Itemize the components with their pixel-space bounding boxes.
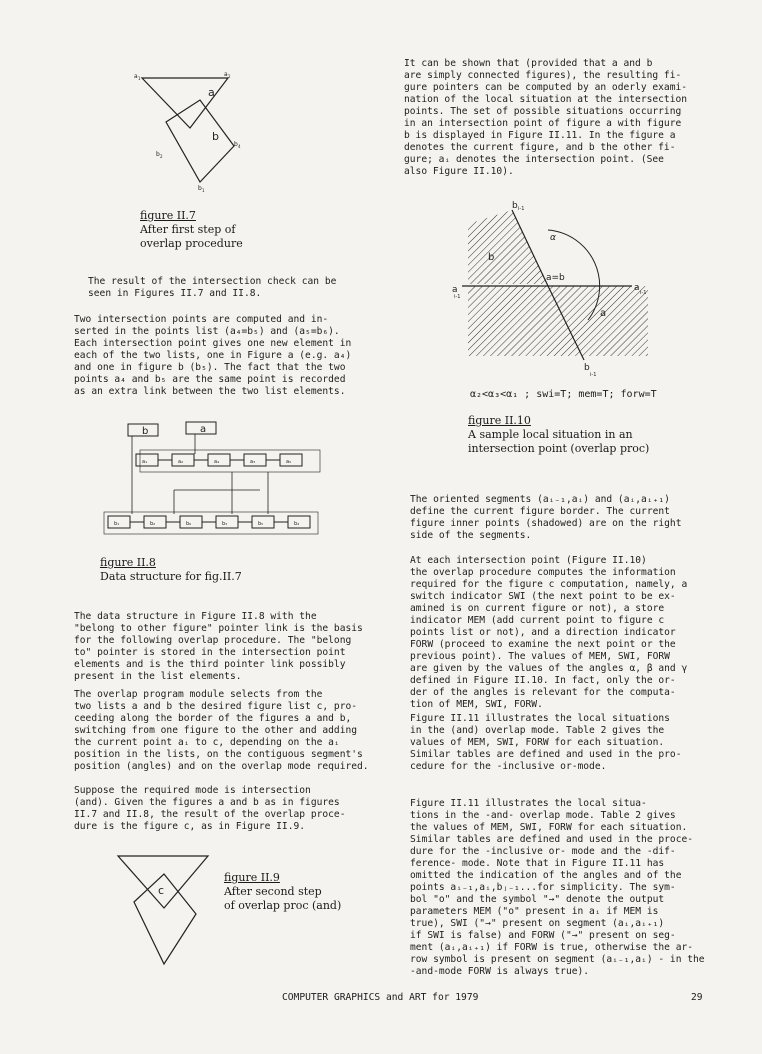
fig-ii8-head-b: b [142,426,149,437]
figure-ii9-caption-line-2: of overlap proc (and) [224,899,342,912]
fig-ii10-label-alpha: α [550,233,556,243]
svg-text:b: b [212,130,219,143]
figure-ii7-caption-line-2: overlap procedure [140,237,243,250]
fig-ii10-label-b-bottom: b [584,363,590,373]
fig-ii10-label-a-left: a [452,285,458,295]
fig-ii8-top-list [136,450,320,472]
figure-ii9-diagram [112,852,212,972]
fig-ii8-bottom-list [104,512,318,534]
svg-text:4: 4 [238,144,241,149]
figure-ii8-title: figure II.8 [100,556,156,569]
left-paragraph-1: The result of the intersection check can be seen in Figures II.7 and II.8. [88,276,337,299]
fig-ii10-label-a-eq-b: a=b [546,273,565,283]
fig-ii9-label-c: c [158,884,165,897]
svg-text:1: 1 [138,76,141,81]
fig-ii10-label-a-mid: a [600,308,607,319]
figure-ii10-caption-line-1: A sample local situation in an [468,428,633,441]
left-paragraph-4: The overlap program module selects from the two lists a and b the desired figure list c, pro- ceeding along the border of the figures a and b, switching from one figure to the other and adding the current point aᵢ to c, depending on the aᵢ position in the lists, on the contiguous segment's position (angles) and on the overlap mode required. [74,689,369,772]
svg-text:i-1: i-1 [640,290,647,296]
figure-ii10-caption [468,414,649,456]
fig-ii10-label-b-top: b [512,201,518,211]
svg-text:a₃: a₃ [250,459,256,465]
svg-text:a₂: a₂ [178,459,184,465]
svg-text:b₅: b₅ [258,521,264,527]
svg-text:a: a [134,73,138,80]
left-paragraph-3: The data structure in Figure II.8 with the "belong to other figure" pointer link is the basis for the following overlap procedure. The "belong to" pointer is stored in the intersection point elements and is the third pointer link possibly present in the list elements. [74,611,363,682]
fig-ii10-label-a-right: a [634,283,640,293]
svg-text:b₃: b₃ [222,521,228,527]
right-paragraph-1: It can be shown that (provided that a and b are simply connected figures), the resulting fi- gure pointers can be computed by an oderly exami- nation of the local situation at the intersection points. The set of possible situations occurring in an intersection point of figure a with figure b is displayed in Figure II.11. In the figure a denotes the current figure, and b the other fi- gure; aᵢ denotes the intersection point. (See also Figure II.10). [404,58,688,177]
svg-text:a: a [224,71,228,78]
figure-ii9-title: figure II.9 [224,871,280,884]
left-paragraph-2: Two intersection points are computed and in- serted in the points list (a₄=b₅) and (a₅=b₆). Each intersection point gives one new element in each of the two lists, one in Figure a (e.g. a₄) and one in figure b (b₅). The fact that the two points a₄ and b₅ are the same point is recorded as an extra link between the two list elements. [74,314,352,397]
svg-text:b₄: b₄ [294,521,300,527]
figure-ii9-caption [224,871,341,913]
figure-ii7-title: figure II.7 [140,209,196,222]
left-paragraph-5: Suppose the required mode is intersection (and). Given the figures a and b as in figures II.7 and II.8, the result of the overlap proce- dure is the figure c, as in Figure II.9. [74,785,346,832]
figure-ii10-angle-condition: α₂<α₃<α₁ ; swi=T; mem=T; forw=T [470,389,657,400]
right-paragraph-5: Figure II.11 illustrates the local situa- tions in the -and- overlap mode. Table 2 gives the values of MEM, SWI, FORW for each situation. Similar tables are defined and used in the proce- dure for the -inclusive or- mode and the -dif- ference- mode. Note that in Figure II.11 has omitted the indication of the angles and of the points aᵢ₋₁,aᵢ,bⱼ₋₁...for simplicity. The sym- bol "o" and the symbol "→" denote the output parameters MEM ("o" present in aᵢ if MEM is true), SWI ("→" present on segment (aᵢ,aᵢ₊₁) if SWI is false) and FORW ("→" present on seg- ment (aᵢ,aᵢ₊₁) if FORW is true, otherwise the ar- row symbol is present on segment (aᵢ₋₁,aᵢ) - in the -and-mode FORW is always true). [410,798,705,977]
svg-text:a₅: a₅ [286,459,292,465]
svg-text:b: b [198,185,202,192]
right-paragraph-3: At each intersection point (Figure II.10) the overlap procedure computes the information required for the figure c computation, namely, a switch indicator SWI (the next point to be ex- amined is on current figure or not), a store indicator MEM (add current point to figure c points list or not), and a direction indicator FORW (proceed to examine the next point or the previous point). The values of MEM, SWI, FORW are given by the values of the angles α, β and γ defined in Figure II.10. In fact, only the or- der of the angles is relevant for the computa- tion of MEM, SWI, FORW. [410,555,688,710]
figure-ii8-diagram [100,418,330,538]
svg-text:i-1: i-1 [590,372,597,378]
svg-text:a₄: a₄ [214,459,220,465]
fig-ii10-label-b: b [488,252,495,263]
figure-ii10-caption-line-2: intersection point (overlap proc) [468,442,650,455]
svg-text:a: a [208,86,215,99]
right-paragraph-4: Figure II.11 illustrates the local situations in the (and) overlap mode. Table 2 gives the values of MEM, SWI, FORW for each situation. Similar tables are defined and used in the pro- cedure for the -inclusive or-mode. [410,713,682,772]
journal-footer: COMPUTER GRAPHICS and ART for 1979 [282,992,479,1003]
svg-text:2: 2 [228,74,231,79]
figure-ii7-caption [140,209,243,251]
fig-ii8-head-a: a [200,424,207,435]
svg-text:b: b [234,141,238,148]
right-paragraph-2: The oriented segments (aᵢ₋₁,aᵢ) and (aᵢ,aᵢ₊₁) define the current figure border. The current figure inner points (shadowed) are on the right side of the segments. [410,494,682,541]
svg-text:b₁: b₁ [114,521,120,527]
figure-ii7-diagram [130,66,260,196]
svg-text:2: 2 [160,154,163,159]
svg-text:1: 1 [202,188,205,193]
svg-text:b₆: b₆ [186,521,192,527]
figure-ii9-caption-line-1: After second step [224,885,322,898]
figure-ii10-diagram [448,200,668,385]
svg-text:i-1: i-1 [454,294,461,300]
figure-ii8-caption-text: Data structure for fig.II.7 [100,570,242,583]
svg-text:b₂: b₂ [150,521,156,527]
figure-ii7-caption-line-1: After first step of [140,223,236,236]
figure-ii8-caption [100,556,242,584]
svg-text:i-1: i-1 [518,206,525,212]
figure-ii10-title: figure II.10 [468,414,531,427]
page-number: 29 [691,992,703,1003]
svg-text:b: b [156,151,160,158]
svg-text:a₁: a₁ [142,459,148,465]
